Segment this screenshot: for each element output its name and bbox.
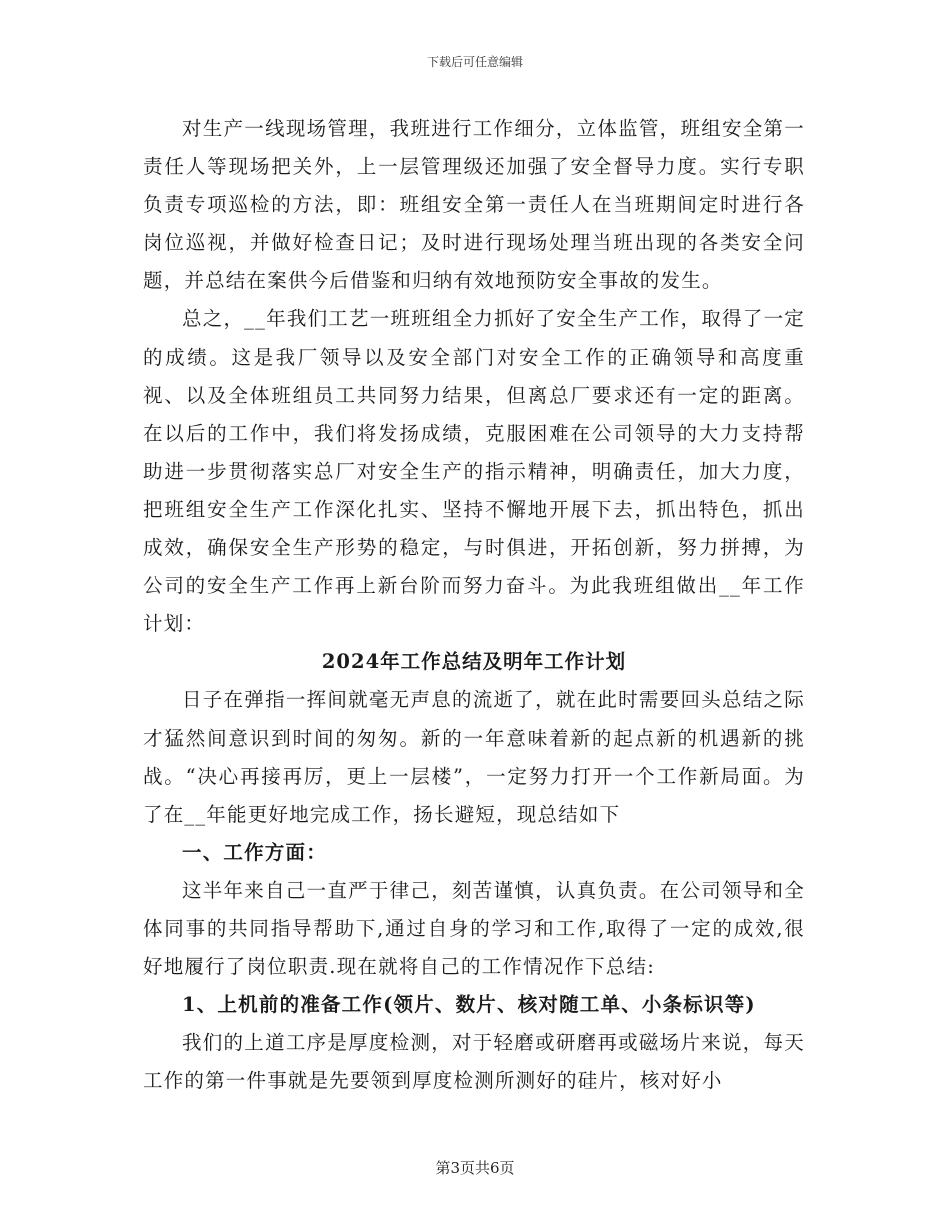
- subsection-heading-preparation: 1、上机前的准备工作(领片、数片、核对随工单、小条标识等): [182, 993, 756, 1017]
- paragraph-intro: 日子在弹指一挥间就毫无声息的流逝了，就在此时需要回头总结之际才猛然间意识到时间的匆匆。新的一年意味着新的起点新的机遇新的挑战。“决心再接再厉，更上一层楼”，一定努力打开一个工作新局面。为了在__年能更好地完成工作，扬长避短，现总结如下: [143, 688, 805, 826]
- paragraph-site-management: 对生产一线现场管理，我班进行工作细分，立体监管，班组安全第一责任人等现场把关外，上一层管理级还加强了安全督导力度。实行专职负责专项巡检的方法，即：班组安全第一责任人在当班期间定时进行各岗位巡视，并做好检查日记；及时进行现场处理当班出现的各类安全问题，并总结在案供今后借鉴和归纳有效地预防安全事故的发生。: [143, 117, 805, 293]
- paragraph-upstream-process: 我们的上道工序是厚度检测，对于轻磨或研磨再或磁场片来说，每天工作的第一件事就是先要领到厚度检测所测好的硅片，核对好小: [143, 1031, 805, 1093]
- document-title: 2024年工作总结及明年工作计划: [321, 650, 627, 674]
- paragraph-self-summary: 这半年来自己一直严于律己，刻苦谨慎，认真负责。在公司领导和全体同事的共同指导帮助下,通过自身的学习和工作,取得了一定的成效,很好地履行了岗位职责.现在就将自己的工作情况作下总结:: [143, 878, 805, 979]
- header-note: 下载后可任意编辑: [426, 55, 523, 69]
- section-heading-work: 一、工作方面：: [182, 840, 327, 864]
- document-body: [143, 110, 805, 1100]
- page-number: 第3页共6页: [435, 1159, 515, 1177]
- paragraph-conclusion: 总之，__年我们工艺一班班组全力抓好了安全生产工作，取得了一定的成绩。这是我厂领导以及安全部门对安全工作的正确领导和高度重视、以及全体班组员工共同努力结果，但离总厂要求还有一定的距离。在以后的工作中，我们将发扬成绩，克服困难在公司领导的大力支持帮助进一步贯彻落实总厂对安全生产的指示精神，明确责任，加大力度，把班组安全生产工作深化扎实、坚持不懈地开展下去，抓出特色，抓出成效，确保安全生产形势的稳定，与时俱进，开拓创新，努力拼搏，为公司的安全生产工作再上新台阶而努力奋斗。为此我班组做出__年工作计划：: [143, 307, 805, 636]
